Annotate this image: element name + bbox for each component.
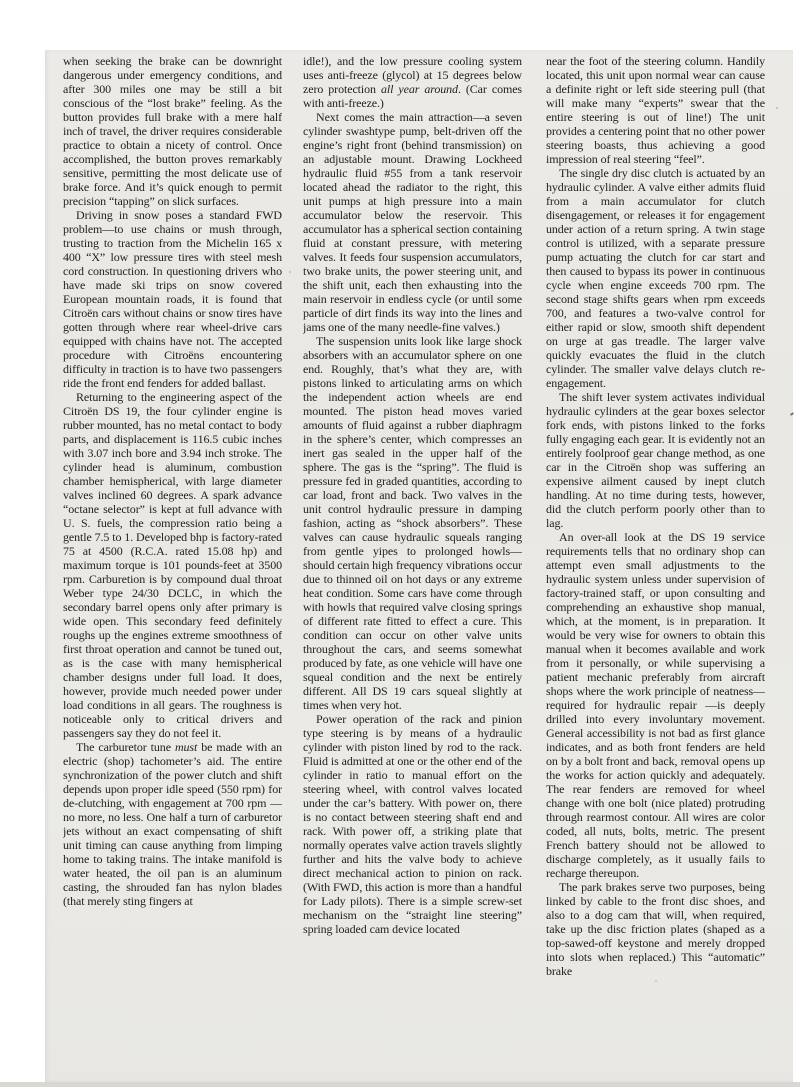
scan-edge-strip (0, 1082, 800, 1087)
scan-speck (655, 980, 657, 982)
italic-text-segment: all year around (380, 82, 458, 96)
paragraph (546, 54, 765, 166)
paragraph (63, 208, 282, 390)
paragraph (546, 390, 765, 530)
paragraph (303, 110, 522, 334)
text-segment: when seeking the brake can be downright dangerous under emergency conditions, and after 300 miles one may be still a bit conscious of the “lost brake” feeling. As the button provides full brake with a mere half inch of travel, the driver requires considerable practice to obtain a nicety of control. Once accomplished, the button proves remarkably sensitive, permitting the most delicate use of brake force. And it’s quick enough to permit precision “tapping” on slick surfaces. (63, 54, 282, 208)
italic-text-segment: must (174, 740, 198, 754)
text-segment: idle!), and the low pressure cooling system uses anti-freeze (glycol) at 15 degrees below zero protection (303, 54, 522, 96)
scan-speck (776, 107, 778, 109)
paragraph (303, 712, 522, 936)
text-column (303, 54, 522, 936)
text-segment: be made with an electric (shop) tachometer’s aid. The entire synchronization of the power clutch and shift depends upon proper idle speed (550 rpm) for de-clutching, with engagement at 700 rpm —no more, no less. One half a turn of carburetor jets without an exact compensating of shift unit timing can cause anything from limping home to taking trains. The intake manifold is water heated, the oil pan is an aluminum casting, the shrouded fan has nylon blades (that merely sting fingers at (63, 740, 282, 908)
text-segment: . (Car comes with anti-freeze.) (303, 82, 522, 110)
text-segment: The park brakes serve two purposes, being linked by cable to the front disc shoes, and also to a dog cam that will, when required, take up the disc friction plates (shaped as a top-sawed-off keystone and merely dropped into slots when replaced.) This “automatic” brake (546, 880, 765, 978)
text-segment: The carburetor tune (76, 740, 175, 754)
paragraph (63, 740, 282, 908)
text-column (63, 54, 282, 908)
text-segment: An over-all look at the DS 19 service requirements tells that no ordinary shop can attempt even small adjustments to the hydraulic system unless under supervision of factory-trained staff, or upon consulting and comprehending an exhaustive shop manual, which, at the moment, is in preparation. It would be very wise for owners to obtain this manual when it becomes available and work from it personally, or while supervising a patient mechanic preferably from aircraft shops where the work principle of neatness—required for hydraulic repair —is deeply drilled into every involuntary movement. General accessibility is not bad as first glance indicates, and as both front fenders are held on by a bolt front and back, removal opens up the works for action quickly and adequately. The rear fenders are removed for wheel change with one bolt (nice plated) protruding through rearmost contour. All wires are color coded, all nuts, bolts, metric. The present French battery should not be allowed to discharge completely, as it usually fails to recharge thereupon. (546, 530, 765, 880)
paragraph (63, 390, 282, 740)
text-segment: Driving in snow poses a standard FWD problem—to use chains or mush through, trusting to traction from the Michelin 165 x 400 “X” low pressure tires with steel mesh cord construction. In questioning drivers who have made ski trips on snow covered European mountain roads, it is found that Citroën cars without chains or snow tires have gotten through where rear wheel-drive cars equipped with chains have not. The accepted procedure with Citroëns encountering difficulty in traction is to have two passengers ride the front end fenders for added ballast. (63, 208, 282, 390)
text-segment: near the foot of the steering column. Handily located, this unit upon normal wear can cause a definite right or left side steering pull (that will make many “experts” swear that the entire steering is out of line!) The unit provides a centering point that no other power steering boasts, thus achieving a good impression of real steering “feel”. (546, 54, 765, 166)
text-segment: Returning to the engineering aspect of the Citroën DS 19, the four cylinder engine is rubber mounted, has no metal contact to body parts, and displacement is 116.5 cubic inches with 3.07 inch bore and 3.94 inch stroke. The cylinder head is aluminum, combustion chamber hemispherical, with large diameter valves inclined 60 degrees. A spark advance “octane selector” is kept at full advance with U. S. fuels, the compression ratio being a gentle 7.5 to 1. Developed bhp is factory-rated 75 at 4500 (R.C.A. rated 15.08 hp) and maximum torque is 101 pounds-feet at 3500 rpm. Carburetion is by compound dual throat Weber type 24/30 DCLC, in which the secondary barrel opens only after primary is wide open. This secondary feed definitely roughs up the engines extreme smoothness of first throat operation and cannot be tuned out, as is the case with many hemispherical chamber designs under full load. It does, however, provide much needed power under load conditions in all gears. The roughness is noticeable only to critical drivers and passengers say they do not feel it. (63, 390, 282, 740)
paragraph (546, 530, 765, 880)
paragraph (63, 54, 282, 208)
text-segment: The suspension units look like large shock absorbers with an accumulator sphere on one end. Roughly, that’s what they are, with pistons linked to articulating arms on which the independent action wheels are end mounted. The piston head moves varied amounts of fluid against a rubber diaphragm in the sphere’s center, which compresses an inert gas sealed in the upper half of the sphere. The gas is the “spring”. The fluid is pressure fed in graded quantities, according to car load, front and back. Two valves in the unit control hydraulic pressure in damping fashion, acting as “shock absorbers”. These valves can cause hydraulic squeals ranging from gentle yipes to prolonged howls—should certain high frequency vibrations occur due to thinned oil on hot days or any extreme heat condition. Some cars have come through with howls that required valve closing springs of different rate fitted to effect a cure. This condition can occur on other valve units throughout the cars, and seems somewhat produced by fate, as one vehicle will have one squeal condition and the next be entirely different. All DS 19 cars squeal slightly at times when very hot. (303, 334, 522, 712)
text-segment: Next comes the main attraction—a seven cylinder swashtype pump, belt-driven off the engine’s right front (behind transmission) on an adjustable mount. Drawing Lockheed hydraulic fluid #55 from a tank reservoir located ahead the radiator to the right, this unit pumps at high pressure into a main accumulator below the reservoir. This accumulator has a spherical section containing fluid at constant pressure, with metering valves. It feeds four suspension accumulators, two brake units, the power steering unit, and the shift unit, each then exhausting into the main reservoir in endless cycle (or until some particle of dirt finds its way into the lines and jams one of the many needle-fine valves.) (303, 110, 522, 334)
text-segment: The shift lever system activates individual hydraulic cylinders at the gear boxes selector fork ends, with pistons linked to the forks fully engaging each gear. It is evidently not an entirely foolproof gear change method, as one car in the Citroën shop was suffering an expensive ailment caused by inept clutch handling. At no time during tests, however, did the clutch perform poorly other than to lag. (546, 390, 765, 530)
paragraph (546, 880, 765, 978)
paragraph (546, 166, 765, 390)
text-column (546, 54, 765, 978)
text-segment: The single dry disc clutch is actuated by an hydraulic cylinder. A valve either admits fluid from a main accumulator for clutch disengagement, or releases it for engagement under action of a return spring. A twin stage control is utilized, with a separate pressure pump actuating the clutch for car start and then caused to bypass its power in continuous cycle when engine exceeds 700 rpm. The second stage shifts gears when rpm exceeds 700, and features a two-valve control for either rapid or slow, smooth shift dependent on urge at gas treadle. The larger valve quickly evacuates the fluid in the clutch cylinder. The smaller valve delays clutch re-engagement. (546, 166, 765, 390)
paragraph (303, 334, 522, 712)
text-segment: Power operation of the rack and pinion type steering is by means of a hydraulic cylinder with piston lined by rod to the rack. Fluid is admitted at one or the other end of the cylinder in ratio to manual effort on the steering wheel, with control valves located under the car’s battery. With power on, there is no contact between steering shaft end and rack. With power off, a striking plate that normally operates valve action travels slightly further and hits the valve body to achieve direct mechanical action to pinion on rack. (With FWD, this action is more than a handful for Lady pilots). There is a simple screw-set mechanism on the “straight line steering” spring loaded cam device located (303, 712, 522, 936)
paragraph (303, 54, 522, 110)
scan-speck (289, 271, 291, 273)
